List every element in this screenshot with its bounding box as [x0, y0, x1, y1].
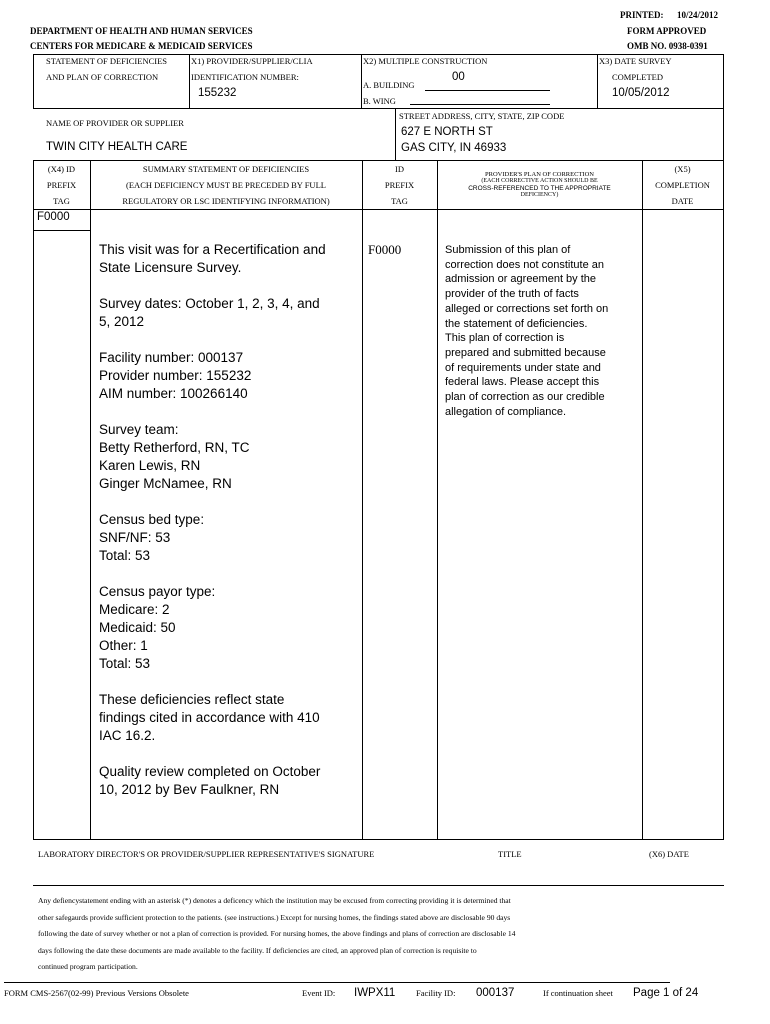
- plan-line: prepared and submitted because: [445, 346, 606, 359]
- date-label: DATE: [671, 196, 694, 206]
- summary-line: These deficiencies reflect state: [99, 692, 285, 707]
- summary-line: IAC 16.2.: [99, 728, 156, 743]
- rule: [33, 108, 724, 109]
- plan-of-correction-text: [445, 243, 640, 419]
- rule: [33, 160, 34, 840]
- rule: [33, 160, 724, 161]
- statement-label: STATEMENT OF DEFICIENCIES: [46, 56, 168, 66]
- summary-line: SNF/NF: 53: [99, 530, 171, 545]
- summary-line: Other: 1: [99, 638, 148, 653]
- summary-line: Betty Retherford, RN, TC: [99, 440, 250, 455]
- completed-label: COMPLETED: [612, 72, 663, 82]
- summary-paragraph: [99, 421, 359, 493]
- summary-header: SUMMARY STATEMENT OF DEFICIENCIES: [142, 164, 310, 174]
- summary-paragraph: [99, 691, 359, 745]
- x4-prefix-label: PREFIX: [46, 180, 77, 190]
- continuation-label: If continuation sheet: [543, 988, 613, 998]
- page-number: Page 1 of 24: [633, 987, 699, 999]
- building-underline: [425, 90, 550, 91]
- omb-number: OMB NO. 0938-0391: [627, 41, 708, 51]
- summary-paragraph: [99, 763, 359, 799]
- x3-label: X3) DATE SURVEY: [599, 56, 672, 66]
- provider-name: TWIN CITY HEALTH CARE: [46, 141, 188, 153]
- summary-subheader: (EACH DEFICIENCY MUST BE PRECEDED BY FULL: [126, 180, 326, 190]
- summary-line: Medicaid: 50: [99, 620, 176, 635]
- plan-line: correction does not constitute an: [445, 258, 604, 271]
- plan-line: allegation of compliance.: [445, 405, 567, 418]
- id-tag-label: TAG: [391, 196, 408, 206]
- summary-paragraph: [99, 349, 359, 403]
- x4-tag-label: TAG: [53, 196, 70, 206]
- summary-line: Quality review completed on October: [99, 764, 321, 779]
- rule: [33, 209, 724, 210]
- disclaimer: [38, 893, 728, 976]
- rule: [642, 160, 643, 840]
- rule: [597, 54, 598, 109]
- identification-label: IDENTIFICATION NUMBER:: [191, 72, 299, 82]
- summary-paragraph: [99, 511, 359, 565]
- plan-line: federal laws. Please accept this: [445, 376, 600, 389]
- summary-line: 5, 2012: [99, 314, 145, 329]
- x6-date-label: (X6) DATE: [649, 849, 689, 859]
- plan-subheader: DEFICIENCY): [520, 192, 559, 198]
- disclaimer-line: following the date of survey whether or not a plan of correction is provided. For nursing homes, the above findings and plans of correction are disclosable 14: [38, 929, 516, 938]
- disclaimer-line: days following the date these documents are made available to the facility. If deficiencies are cited, an approved plan of correction is requisite to: [38, 945, 477, 955]
- city-state-zip: GAS CITY, IN 46933: [401, 142, 507, 154]
- rule: [723, 54, 724, 160]
- summary-line: 10, 2012 by Bev Faulkner, RN: [99, 782, 280, 797]
- plan-subheader: (EACH CORRECTIVE ACTION SHOULD BE: [481, 178, 598, 184]
- plan-of-correction-label: AND PLAN OF CORRECTION: [46, 72, 159, 82]
- summary-paragraph: [99, 583, 359, 673]
- survey-date-value: 10/05/2012: [612, 87, 670, 99]
- rule: [33, 230, 90, 231]
- provider-name-label: NAME OF PROVIDER OR SUPPLIER: [46, 118, 184, 128]
- form-approved: FORM APPROVED: [627, 26, 707, 36]
- form-number: FORM CMS-2567(02-99) Previous Versions Obsolete: [4, 988, 189, 998]
- summary-line: Survey dates: October 1, 2, 3, 4, and: [99, 296, 320, 311]
- plan-line: provider of the truth of facts: [445, 288, 579, 301]
- disclaimer-line: Any defiencystatement ending with an asterisk (*) denotes a deficency which the institution may be excused from correcting providing it is determined that: [38, 896, 511, 905]
- rule: [33, 885, 724, 886]
- rule: [362, 160, 363, 840]
- plan-header: PROVIDER'S PLAN OF CORRECTION: [485, 171, 594, 178]
- disclaimer-line: continued program participation.: [38, 962, 138, 971]
- rule: [33, 54, 724, 55]
- left-tag: F0000: [37, 211, 70, 223]
- printed-label: PRINTED:: [620, 10, 664, 20]
- title-label: TITLE: [498, 849, 522, 859]
- signature-label: LABORATORY DIRECTOR'S OR PROVIDER/SUPPLIER REPRESENTATIVE'S SIGNATURE: [38, 849, 375, 859]
- rule: [395, 108, 396, 160]
- plan-line: Submission of this plan of: [445, 244, 571, 256]
- facility-id-value: 000137: [476, 987, 515, 999]
- id-label: ID: [395, 164, 404, 174]
- plan-line: of requirements under state and: [445, 361, 601, 374]
- summary-line: Karen Lewis, RN: [99, 458, 201, 473]
- summary-line: State Licensure Survey.: [99, 260, 242, 275]
- rule: [33, 54, 34, 109]
- plan-line: plan of correction as our credible: [445, 391, 605, 404]
- rule: [723, 160, 724, 840]
- rule: [33, 839, 724, 840]
- summary-statement: [99, 241, 359, 817]
- summary-line: findings cited in accordance with 410: [99, 710, 320, 725]
- centers-title: CENTERS FOR MEDICARE & MEDICAID SERVICES: [30, 41, 253, 51]
- x2-label: X2) MULTIPLE CONSTRUCTION: [363, 56, 488, 66]
- wing-underline: [410, 104, 550, 105]
- facility-id-label: Facility ID:: [416, 988, 456, 998]
- rule: [437, 160, 438, 840]
- summary-paragraph: [99, 295, 359, 331]
- building-value: 00: [452, 71, 465, 83]
- provider-id-value: 155232: [198, 87, 237, 99]
- wing-label: B. WING: [363, 96, 396, 106]
- summary-paragraph: [99, 241, 359, 277]
- summary-line: Total: 53: [99, 548, 151, 563]
- id-prefix-label: PREFIX: [384, 180, 415, 190]
- summary-line: Facility number: 000137: [99, 350, 244, 365]
- plan-line: alleged or corrections set forth on: [445, 302, 609, 315]
- printed-date: 10/24/2012: [677, 10, 719, 20]
- rule: [90, 160, 91, 840]
- rule: [189, 54, 190, 109]
- address-label: STREET ADDRESS, CITY, STATE, ZIP CODE: [399, 111, 565, 121]
- rule: [361, 54, 362, 109]
- summary-line: AIM number: 100266140: [99, 386, 248, 401]
- x5-label: (X5): [674, 164, 691, 174]
- summary-line: This visit was for a Recertification and: [99, 242, 326, 257]
- right-tag: F0000: [368, 242, 402, 257]
- summary-line: Ginger McNamee, RN: [99, 476, 232, 491]
- rule: [4, 982, 670, 983]
- summary-line: Survey team:: [99, 422, 179, 437]
- department-title: DEPARTMENT OF HEALTH AND HUMAN SERVICES: [30, 26, 253, 36]
- street-address: 627 E NORTH ST: [401, 126, 493, 138]
- summary-subheader: REGULATORY OR LSC IDENTIFYING INFORMATION): [122, 196, 330, 206]
- plan-subheader: CROSS-REFERENCED TO THE APPROPRIATE: [468, 185, 611, 192]
- event-id-value: IWPX11: [354, 987, 396, 999]
- summary-line: Total: 53: [99, 656, 151, 671]
- completion-label: COMPLETION: [655, 180, 710, 190]
- summary-line: Census payor type:: [99, 584, 216, 599]
- plan-line: the statement of deficiencies.: [445, 317, 588, 330]
- event-id-label: Event ID:: [302, 988, 336, 998]
- summary-line: Census bed type:: [99, 512, 205, 527]
- disclaimer-line: other safegaurds provide sufficient protection to the patients. (see instructions.) Except for nursing homes, the findings stated above are disclosable 90 days: [38, 912, 511, 922]
- x1-label: X1) PROVIDER/SUPPLIER/CLIA: [191, 56, 313, 66]
- plan-line: admission or agreement by the: [445, 273, 597, 286]
- plan-line: This plan of correction is: [445, 332, 565, 345]
- x4-label: (X4) ID: [47, 164, 76, 174]
- summary-line: Medicare: 2: [99, 602, 170, 617]
- summary-line: Provider number: 155232: [99, 368, 252, 383]
- building-label: A. BUILDING: [363, 80, 415, 90]
